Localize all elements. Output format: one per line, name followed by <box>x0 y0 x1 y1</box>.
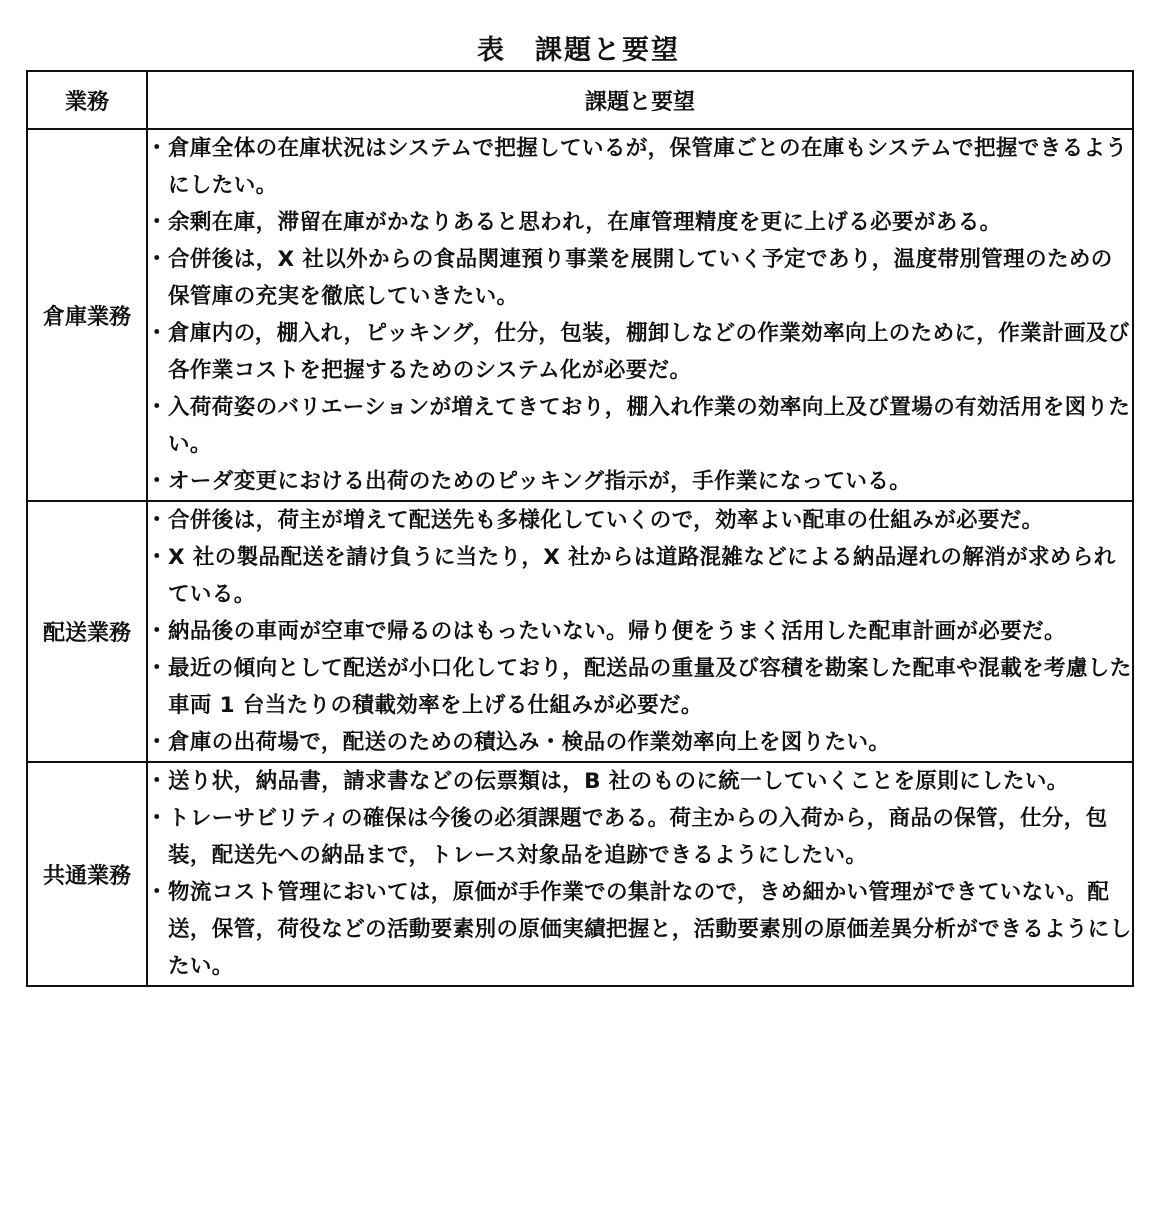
issues-cell <box>147 762 1133 986</box>
issue-list <box>148 130 1132 500</box>
business-name: 倉庫業務 <box>27 129 147 501</box>
issues-requests-table <box>26 70 1134 987</box>
list-item: ・ 合併後は，荷主が増えて配送先も多様化していくので，効率よい配車の仕組みが必要だ。 <box>148 502 1132 539</box>
list-item: ・ 入荷荷姿のバリエーションが増えてきており，棚入れ作業の効率向上及び置場の有効活用を図りたい。 <box>148 389 1132 463</box>
list-item: ・ 最近の傾向として配送が小口化しており，配送品の重量及び容積を勘案した配車や混載を考慮した車両 1 台当たりの積載効率を上げる仕組みが必要だ。 <box>148 650 1132 724</box>
table-row-common <box>27 762 1133 986</box>
list-item: ・ オーダ変更における出荷のためのピッキング指示が，手作業になっている。 <box>148 463 1132 500</box>
list-item: ・ 余剰在庫，滞留在庫がかなりあると思われ，在庫管理精度を更に上げる必要がある。 <box>148 204 1132 241</box>
table-row-delivery <box>27 501 1133 762</box>
issues-cell <box>147 501 1133 762</box>
list-item: ・ 倉庫の出荷場で，配送のための積込み・検品の作業効率向上を図りたい。 <box>148 724 1132 761</box>
table-title: 表 課題と要望 <box>477 35 680 66</box>
list-item: ・ 合併後は，X 社以外からの食品関連預り事業を展開していく予定であり，温度帯別管理のための保管庫の充実を徹底していきたい。 <box>148 241 1132 315</box>
issue-list <box>148 763 1132 985</box>
table-header-row <box>27 71 1133 129</box>
table-row-warehouse <box>27 129 1133 501</box>
list-item: ・ 物流コスト管理においては，原価が手作業での集計なので，きめ細かい管理ができていない。配送，保管，荷役などの活動要素別の原価実績把握と，活動要素別の原価差異分析ができるようにしたい。 <box>148 874 1132 985</box>
header-issues-requests: 課題と要望 <box>147 71 1133 129</box>
list-item: ・ 送り状，納品書，請求書などの伝票類は，B 社のものに統一していくことを原則にしたい。 <box>148 763 1132 800</box>
list-item: ・ 倉庫内の，棚入れ，ピッキング，仕分，包装，棚卸しなどの作業効率向上のために，作業計画及び各作業コストを把握するためのシステム化が必要だ。 <box>148 315 1132 389</box>
list-item: ・ X 社の製品配送を請け負うに当たり，X 社からは道路混雑などによる納品遅れの解消が求められている。 <box>148 539 1132 613</box>
header-business: 業務 <box>27 71 147 129</box>
issues-cell <box>147 129 1133 501</box>
list-item: ・ 倉庫全体の在庫状況はシステムで把握しているが，保管庫ごとの在庫もシステムで把握できるようにしたい。 <box>148 130 1132 204</box>
list-item: ・ 納品後の車両が空車で帰るのはもったいない。帰り便をうまく活用した配車計画が必要だ。 <box>148 613 1132 650</box>
business-name: 共通業務 <box>27 762 147 986</box>
issue-list <box>148 502 1132 761</box>
list-item: ・ トレーサビリティの確保は今後の必須課題である。荷主からの入荷から，商品の保管，仕分，包装，配送先への納品まで，トレース対象品を追跡できるようにしたい。 <box>148 800 1132 874</box>
business-name: 配送業務 <box>27 501 147 762</box>
